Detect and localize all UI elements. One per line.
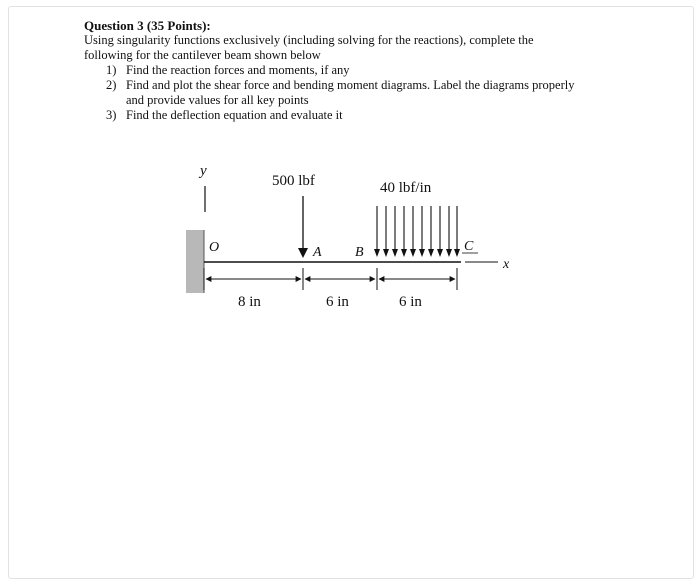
point-o-label: O bbox=[209, 240, 220, 255]
task-number: 3) bbox=[106, 108, 117, 122]
dimension-label-ab: 6 in bbox=[326, 294, 349, 310]
x-axis-label: x bbox=[503, 257, 510, 272]
distributed-load-arrows bbox=[374, 206, 460, 257]
point-load-arrow-head bbox=[298, 248, 308, 258]
point-c-label: C bbox=[464, 239, 474, 254]
point-a-label: A bbox=[313, 245, 322, 260]
distributed-load-label: 40 lbf/in bbox=[380, 180, 432, 196]
question-title: Question 3 (35 Points): bbox=[84, 18, 211, 33]
task-number: 1) bbox=[106, 63, 117, 77]
point-load-label: 500 lbf bbox=[272, 173, 315, 189]
intro-line-2: following for the cantilever beam shown below bbox=[84, 48, 321, 62]
task-number: 2) bbox=[106, 78, 117, 92]
fixed-wall-support bbox=[186, 230, 204, 293]
y-axis-label: y bbox=[200, 163, 207, 179]
task-text: Find and plot the shear force and bending moment diagrams. Label the diagrams properly bbox=[126, 78, 575, 92]
point-b-label: B bbox=[355, 245, 364, 260]
dimension-label-oa: 8 in bbox=[238, 294, 261, 310]
task-text-continued: and provide values for all key points bbox=[126, 93, 309, 107]
dimension-label-bc: 6 in bbox=[399, 294, 422, 310]
intro-line-1: Using singularity functions exclusively (including solving for the reactions), complete the bbox=[84, 33, 534, 47]
task-text: Find the deflection equation and evaluate it bbox=[126, 108, 343, 122]
task-text: Find the reaction forces and moments, if any bbox=[126, 63, 350, 77]
dimension-lines bbox=[204, 268, 457, 290]
